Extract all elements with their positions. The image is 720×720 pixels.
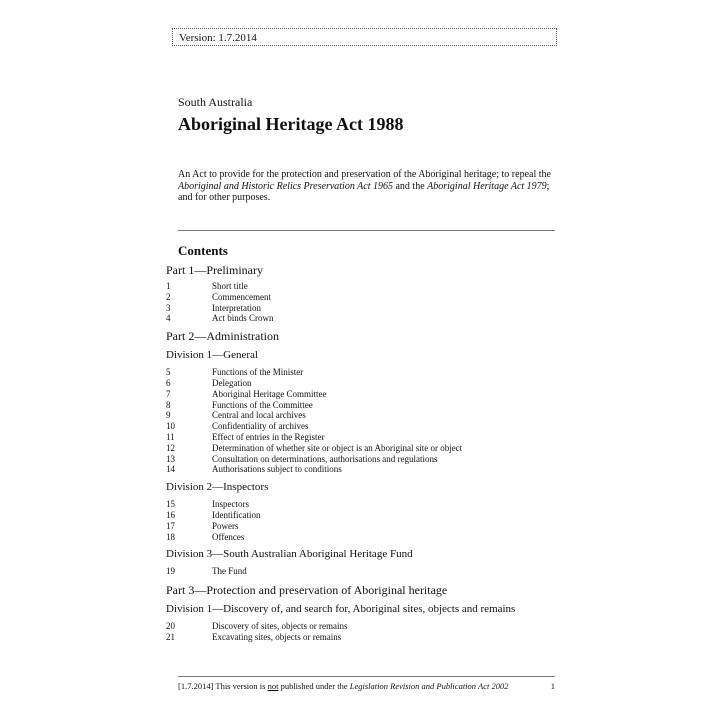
toc-entry-number: 13 bbox=[166, 453, 175, 464]
long-title-text-1: An Act to provide for the protection and preservation of the Aboriginal heritage; to repeal the bbox=[178, 169, 551, 180]
toc-entry-title: Aboriginal Heritage Committee bbox=[212, 388, 327, 399]
toc-entry-title: Interpretation bbox=[212, 302, 261, 313]
footer-not: not bbox=[267, 681, 279, 691]
toc-entry-title: Determination of whether site or object is an Aboriginal site or object bbox=[212, 442, 463, 453]
toc-entry[interactable] bbox=[166, 400, 566, 411]
toc-entry-title: Short title bbox=[212, 281, 248, 291]
toc-part2-division-2[interactable]: Division 2—Inspectors bbox=[166, 481, 269, 494]
toc-entry-title: The Fund bbox=[212, 566, 247, 577]
toc-entry[interactable] bbox=[166, 632, 566, 643]
toc-entry-title: Powers bbox=[212, 520, 239, 531]
toc-entry-title: Excavating sites, objects or remains bbox=[212, 631, 342, 642]
toc-entry[interactable] bbox=[166, 313, 566, 324]
toc-part2-division-1[interactable]: Division 1—General bbox=[166, 349, 258, 362]
toc-entry-number: 12 bbox=[166, 442, 175, 453]
toc-entry[interactable] bbox=[166, 499, 566, 510]
toc-entry-title: Discovery of sites, objects or remains bbox=[212, 621, 348, 632]
toc-entry-number: 14 bbox=[166, 464, 175, 475]
toc-part-2[interactable]: Part 2—Administration bbox=[166, 329, 279, 344]
toc-entry[interactable] bbox=[166, 521, 566, 532]
toc-entry[interactable] bbox=[166, 532, 566, 543]
toc-entry-number: 7 bbox=[166, 388, 171, 399]
toc-entry-title: Identification bbox=[212, 509, 261, 520]
toc-entry-number: 18 bbox=[166, 531, 175, 542]
toc-part2-division-3[interactable]: Division 3—South Australian Aboriginal Heritage Fund bbox=[166, 548, 413, 561]
toc-entry-title: Offences bbox=[212, 531, 245, 542]
long-title-text-3: ; and for other purposes. bbox=[178, 180, 550, 203]
toc-entry-title: Functions of the Minister bbox=[212, 367, 304, 378]
toc-entry-number: 17 bbox=[166, 520, 175, 531]
page-footer bbox=[178, 681, 555, 691]
footer-middle: published under the bbox=[278, 681, 350, 691]
toc-entry-number: 2 bbox=[166, 291, 171, 302]
toc-entry[interactable] bbox=[166, 367, 566, 378]
toc-entry[interactable] bbox=[166, 292, 566, 303]
toc-entry-number: 9 bbox=[166, 410, 171, 421]
toc-entry[interactable] bbox=[166, 443, 566, 454]
repealed-act-1979: Aboriginal Heritage Act 1979 bbox=[427, 180, 547, 192]
toc-entry[interactable] bbox=[166, 378, 566, 389]
toc-list-part-1 bbox=[166, 281, 566, 324]
toc-entry-number: 1 bbox=[166, 281, 171, 291]
footer-act: Legislation Revision and Publication Act 2002 bbox=[349, 681, 509, 691]
repealed-act-1965: Aboriginal and Historic Relics Preservation Act 1965 bbox=[178, 180, 393, 192]
long-title bbox=[178, 169, 556, 204]
contents-heading: Contents bbox=[178, 243, 228, 258]
toc-entry-number: 3 bbox=[166, 302, 171, 313]
toc-entry-title: Effect of entries in the Register bbox=[212, 431, 325, 442]
act-title: Aboriginal Heritage Act 1988 bbox=[178, 114, 404, 134]
toc-part3-division-1[interactable]: Division 1—Discovery of, and search for, Aboriginal sites, objects and remains bbox=[166, 603, 516, 616]
version-box bbox=[172, 28, 557, 46]
toc-entry[interactable] bbox=[166, 389, 566, 400]
toc-entry-title: Delegation bbox=[212, 377, 252, 388]
toc-entry[interactable] bbox=[166, 410, 566, 421]
toc-entry-title: Authorisations subject to conditions bbox=[212, 464, 342, 475]
toc-entry[interactable] bbox=[166, 566, 566, 577]
toc-entry-number: 21 bbox=[166, 631, 175, 642]
toc-entry[interactable] bbox=[166, 454, 566, 465]
toc-entry-number: 16 bbox=[166, 509, 175, 520]
toc-entry[interactable] bbox=[166, 510, 566, 521]
toc-entry-number: 15 bbox=[166, 499, 175, 510]
version-label: Version: 1.7.2014 bbox=[179, 32, 257, 44]
toc-entry-number: 6 bbox=[166, 377, 171, 388]
footer-divider bbox=[178, 676, 555, 677]
toc-part-3[interactable]: Part 3—Protection and preservation of Aboriginal heritage bbox=[166, 583, 448, 598]
page-number: 1 bbox=[550, 681, 555, 691]
toc-entry-title: Act binds Crown bbox=[212, 313, 274, 324]
toc-list-part2-div2 bbox=[166, 499, 566, 542]
toc-entry-title: Inspectors bbox=[212, 499, 249, 510]
toc-entry-number: 5 bbox=[166, 367, 171, 378]
toc-entry-title: Confidentiality of archives bbox=[212, 421, 309, 432]
toc-list-part3-div1 bbox=[166, 621, 566, 643]
toc-entry[interactable] bbox=[166, 281, 566, 292]
toc-entry[interactable] bbox=[166, 303, 566, 314]
toc-part-1[interactable]: Part 1—Preliminary bbox=[166, 263, 263, 277]
toc-entry-number: 11 bbox=[166, 431, 175, 442]
toc-entry-number: 19 bbox=[166, 566, 175, 577]
toc-entry-title: Central and local archives bbox=[212, 410, 306, 421]
toc-entry-number: 8 bbox=[166, 399, 171, 410]
toc-list-part2-div1 bbox=[166, 367, 566, 475]
footer-prefix: [1.7.2014] This version is bbox=[178, 681, 268, 691]
toc-entry[interactable] bbox=[166, 464, 566, 475]
long-title-text-2: and the bbox=[392, 180, 428, 192]
table-of-contents bbox=[166, 261, 566, 643]
toc-entry[interactable] bbox=[166, 421, 566, 432]
toc-entry-number: 20 bbox=[166, 621, 175, 632]
jurisdiction: South Australia bbox=[178, 95, 253, 109]
toc-list-part2-div3 bbox=[166, 566, 566, 577]
toc-entry-title: Commencement bbox=[212, 291, 271, 302]
toc-entry[interactable] bbox=[166, 432, 566, 443]
toc-entry-title: Functions of the Committee bbox=[212, 399, 313, 410]
toc-entry-number: 10 bbox=[166, 421, 175, 432]
footer-note bbox=[178, 681, 508, 691]
toc-entry-number: 4 bbox=[166, 313, 171, 324]
toc-entry[interactable] bbox=[166, 621, 566, 632]
divider bbox=[178, 230, 555, 231]
toc-entry-title: Consultation on determinations, authorisations and regulations bbox=[212, 453, 438, 464]
